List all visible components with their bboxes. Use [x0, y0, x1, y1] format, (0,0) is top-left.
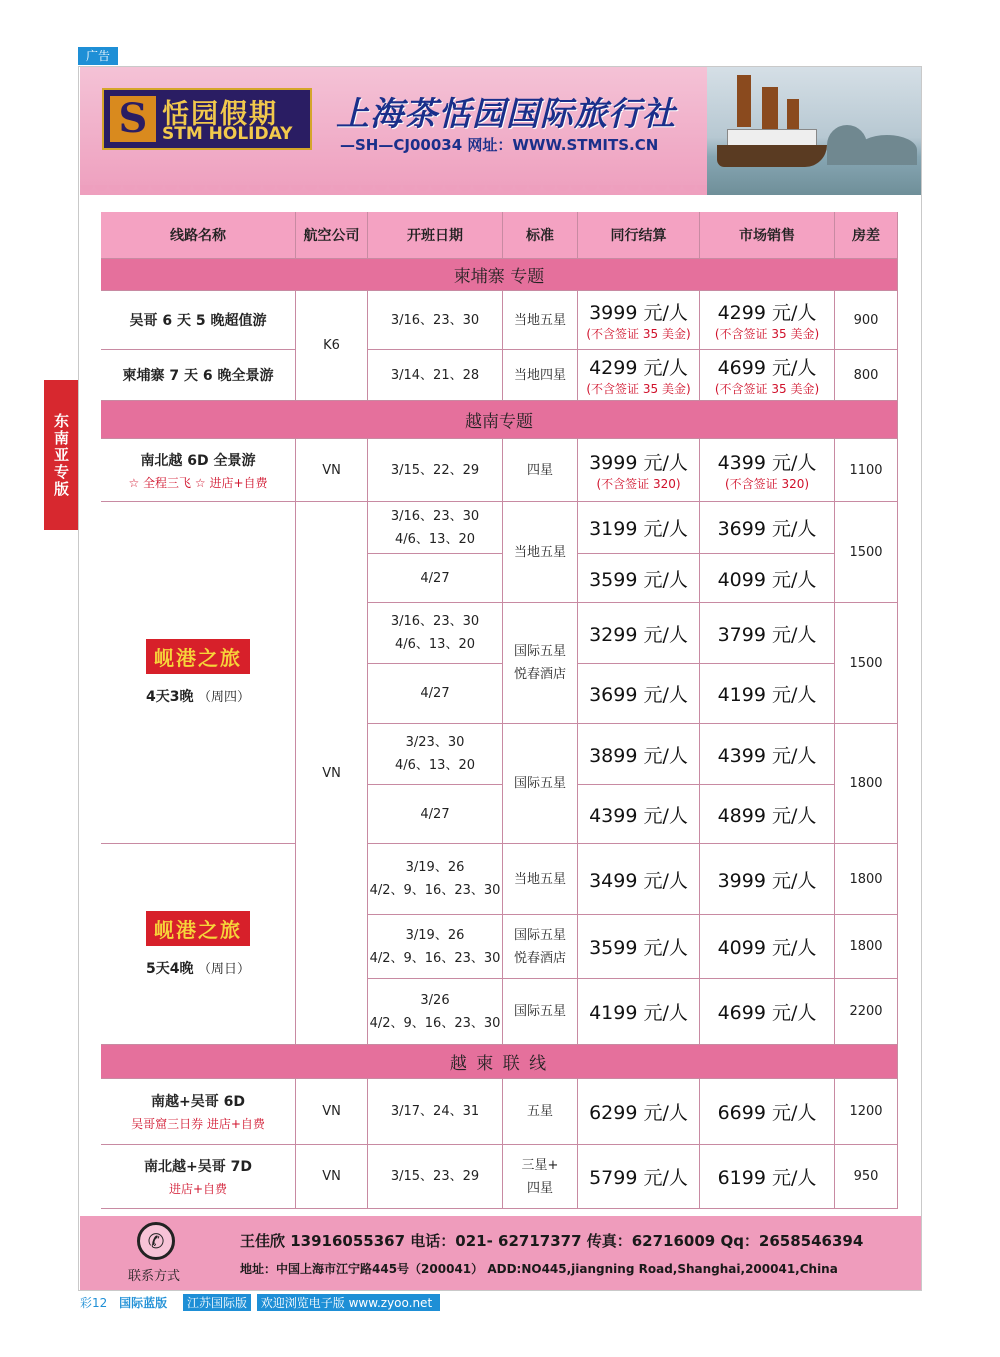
peer-price: 4199 元/人	[578, 979, 700, 1045]
section-vn-kh: 越 柬 联 线	[101, 1045, 898, 1079]
col-header-room-diff: 房差	[835, 212, 898, 259]
edition-box: 江苏国际版	[183, 1294, 251, 1311]
dates-cell: 4/27	[368, 785, 503, 844]
peer-price: 3599 元/人	[578, 915, 700, 979]
section-cambodia: 柬埔寨 专题	[101, 259, 898, 291]
peer-price-cell	[578, 439, 700, 502]
dates-cell: 3/23、30 4/6、13、20	[368, 724, 503, 785]
market-price: 3799 元/人	[700, 603, 835, 664]
route-name: 南越+吴哥 6D	[151, 1094, 245, 1110]
dates-cell: 3/17、24、31	[368, 1079, 503, 1145]
visa-note: (不含签证 35 美金)	[586, 382, 691, 396]
standard-cell: 四星	[503, 439, 578, 502]
route-features: 进店+自费	[168, 1182, 228, 1196]
room-diff-cell: 1800	[835, 844, 898, 915]
peer-price: 3899 元/人	[578, 724, 700, 785]
boat-photo	[707, 67, 921, 195]
col-header-peer-price: 同行结算	[578, 212, 700, 259]
website-link[interactable]: 欢迎浏览电子版 www.zyoo.net	[257, 1294, 440, 1311]
route-cell	[101, 1079, 296, 1145]
col-header-standard: 标准	[503, 212, 578, 259]
visa-note: (不含签证 35 美金)	[586, 327, 691, 341]
market-price: 4099 元/人	[700, 915, 835, 979]
page-number: 彩12	[80, 1296, 108, 1310]
peer-price: 3999 元/人	[589, 452, 688, 474]
contact-phones: 王佳欣 13916055367 电话：021- 62717377 传真：62716009 Qq：2658546394	[240, 1232, 864, 1250]
visa-note: (不含签证 320)	[596, 477, 681, 491]
peer-price: 3699 元/人	[578, 664, 700, 724]
contact-label: 联系方式	[128, 1269, 181, 1284]
contact-address: 地址：中国上海市江宁路445号（200041） ADD:NO445,jiangning Road,Shanghai,200041,China	[240, 1262, 838, 1276]
market-price: 4899 元/人	[700, 785, 835, 844]
market-price: 6199 元/人	[700, 1145, 835, 1209]
dates-cell: 3/16、23、30 4/6、13、20	[368, 603, 503, 664]
airline-cell: K6	[296, 291, 368, 401]
route-duration: 5天4晚 （周日）	[146, 960, 250, 977]
market-price-cell	[700, 291, 835, 350]
dates-cell: 3/16、23、30	[368, 291, 503, 350]
dates-cell: 3/19、26 4/2、9、16、23、30	[368, 915, 503, 979]
standard-cell: 当地五星	[503, 844, 578, 915]
standard-cell: 国际五星	[503, 979, 578, 1045]
room-diff-cell: 950	[835, 1145, 898, 1209]
peer-price: 3499 元/人	[578, 844, 700, 915]
visa-note: (不含签证 35 美金)	[714, 327, 820, 341]
route-duration: 4天3晚 （周四）	[146, 689, 250, 705]
room-diff-cell: 2200	[835, 979, 898, 1045]
col-header-airline: 航空公司	[296, 212, 368, 259]
standard-cell: 国际五星 悦春酒店	[503, 915, 578, 979]
route-cell	[101, 439, 296, 502]
danang-badge: 岘港之旅	[146, 639, 250, 674]
standard-cell: 国际五星 悦春酒店	[503, 603, 578, 724]
visa-note: (不含签证 320)	[724, 477, 810, 491]
dates-cell: 3/15、22、29	[368, 439, 503, 502]
room-diff-cell: 1200	[835, 1079, 898, 1145]
standard-cell: 当地五星	[503, 502, 578, 603]
dates-cell: 3/19、26 4/2、9、16、23、30	[368, 844, 503, 915]
market-price-cell	[700, 439, 835, 502]
route-features: ☆ 全程三飞 ☆ 进店+自费	[128, 475, 268, 490]
peer-price-cell	[578, 350, 700, 401]
route-name: 吴哥 6 天 5 晚超值游	[101, 291, 296, 350]
market-price-cell	[700, 350, 835, 401]
standard-cell: 国际五星	[503, 724, 578, 844]
route-cell	[101, 1145, 296, 1209]
col-header-dates: 开班日期	[368, 212, 503, 259]
market-price: 3999 元/人	[700, 844, 835, 915]
room-diff-cell: 1500	[835, 502, 898, 603]
airline-cell: VN	[296, 439, 368, 502]
room-diff-cell: 800	[835, 350, 898, 401]
peer-price: 5799 元/人	[578, 1145, 700, 1209]
peer-price: 4399 元/人	[578, 785, 700, 844]
dates-cell: 3/16、23、30 4/6、13、20	[368, 502, 503, 554]
dates-cell: 4/27	[368, 664, 503, 724]
room-diff-cell: 1500	[835, 603, 898, 724]
edition-label: 国际蓝版	[119, 1296, 168, 1310]
market-price: 4699 元/人	[717, 357, 817, 379]
logo-cn-text: 恬园假期	[162, 99, 278, 130]
room-diff-cell: 1100	[835, 439, 898, 502]
standard-cell: 三星+ 四星	[503, 1145, 578, 1209]
peer-price: 3299 元/人	[578, 603, 700, 664]
logo-mark: S	[110, 96, 156, 142]
room-diff-cell: 900	[835, 291, 898, 350]
peer-price: 4299 元/人	[589, 357, 688, 379]
route-features: 吴哥窟三日券 进店+自费	[131, 1117, 265, 1131]
logo-en-text: STM HOLIDAY	[162, 124, 293, 144]
airline-cell: VN	[296, 1145, 368, 1209]
route-name: 南北越+吴哥 7D	[144, 1159, 252, 1175]
footer-contact	[80, 1216, 921, 1290]
standard-cell: 五星	[503, 1079, 578, 1145]
route-name: 柬埔寨 7 天 6 晚全景游	[101, 350, 296, 401]
ad-tag: 广告	[78, 47, 118, 65]
col-header-market-price: 市场销售	[700, 212, 835, 259]
side-tab-southeast-asia: 东南亚专版	[44, 380, 78, 530]
license-website: —SH—CJ00034 网址：WWW.STMITS.CN	[340, 136, 659, 154]
route-name: 南北越 6D 全景游	[140, 452, 256, 469]
standard-cell: 当地五星	[503, 291, 578, 350]
page-footer-bar	[80, 1294, 440, 1312]
company-name: 上海茶恬园国际旅行社	[336, 94, 676, 133]
market-price: 4399 元/人	[700, 724, 835, 785]
dates-cell: 3/26 4/2、9、16、23、30	[368, 979, 503, 1045]
visa-note: (不含签证 35 美金)	[714, 382, 820, 396]
market-price: 4399 元/人	[717, 452, 817, 474]
route-cell-danang-4d	[101, 502, 296, 844]
room-diff-cell: 1800	[835, 724, 898, 844]
market-price: 6699 元/人	[700, 1079, 835, 1145]
market-price: 4299 元/人	[717, 302, 817, 324]
col-header-route: 线路名称	[101, 212, 296, 259]
airline-cell: VN	[296, 1079, 368, 1145]
market-price: 4699 元/人	[700, 979, 835, 1045]
dates-cell: 4/27	[368, 554, 503, 603]
dates-cell: 3/15、23、29	[368, 1145, 503, 1209]
market-price: 3699 元/人	[700, 502, 835, 554]
market-price: 4099 元/人	[700, 554, 835, 603]
standard-cell: 当地四星	[503, 350, 578, 401]
peer-price-cell	[578, 291, 700, 350]
market-price: 4199 元/人	[700, 664, 835, 724]
section-vietnam: 越南专题	[101, 401, 898, 439]
peer-price: 3199 元/人	[578, 502, 700, 554]
phone-icon: ✆	[137, 1222, 175, 1260]
room-diff-cell: 1800	[835, 915, 898, 979]
peer-price: 3599 元/人	[578, 554, 700, 603]
airline-cell: VN	[296, 502, 368, 1045]
route-cell-danang-5d	[101, 844, 296, 1045]
dates-cell: 3/14、21、28	[368, 350, 503, 401]
danang-badge: 岘港之旅	[146, 911, 250, 946]
brand-logo	[102, 88, 312, 150]
peer-price: 3999 元/人	[589, 302, 688, 324]
peer-price: 6299 元/人	[578, 1079, 700, 1145]
